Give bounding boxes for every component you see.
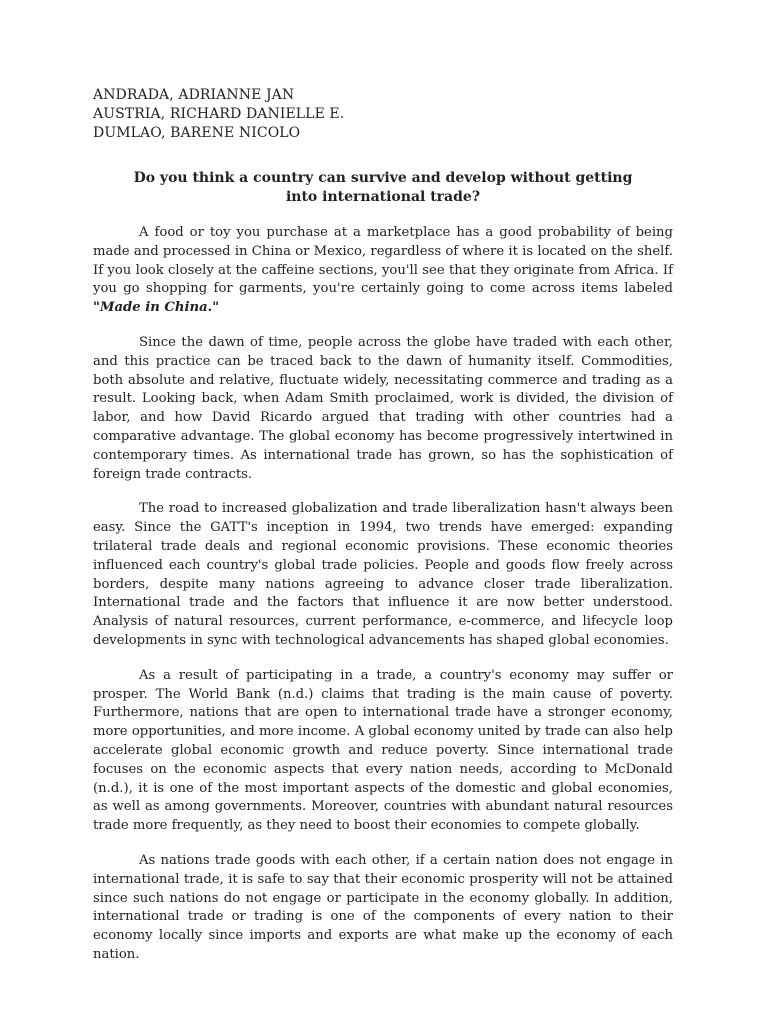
paragraph-2: Since the dawn of time, people across the globe have traded with each other, and this practice can be traced back to the dawn of humanity itself. Commodities, both absolute and relative, fluctuate widely, necessitating commerce and trading as a result. Looking back, when Adam Smith proclaimed, work is divided, the division of labor, and how David Ricardo argued that trading with other countries had a comparative advantage. The global economy has become progressively intertwined in contemporary times. As international trade has grown, so has the sophistication of foreign trade contracts. [93,334,673,482]
paragraph-1-text: A food or toy you purchase at a marketplace has a good probability of being made and processed in China or Mexico, regardless of where it is located on the shelf. If you look closely at the caffeine sections, you'll see that they originate from Africa. If you go shopping for garments, you're certainly going to come across items labeled [93,225,673,297]
author-list [93,86,673,143]
paragraph-4: As a result of participating in a trade, a country's economy may suffer or prosper. The World Bank (n.d.) claims that trading is the main cause of poverty. Furthermore, nations that are open to international trade have a stronger economy, more opportunities, and more income. A global economy united by trade can also help accelerate global economic growth and reduce poverty. Since international trade focuses on the economic aspects that every nation needs, according to McDonald (n.d.), it is one of the most important aspects of the domestic and global economies, as well as among governments. Moreover, countries with abundant natural resources trade more frequently, as they need to boost their economies to compete globally. [93,667,673,834]
essay-body [93,224,673,965]
paragraph-1 [93,224,673,318]
essay-question-heading: Do you think a country can survive and develop without getting into international trade? [133,170,633,205]
paragraph-5: As nations trade goods with each other, if a certain nation does not engage in international trade, it is safe to say that their economic prosperity will not be attained since such nations do not engage or participate in the economy globally. In addition, international trade or trading is one of the components of every nation to their economy locally since imports and exports are what make up the economy of each nation. [93,852,673,962]
paragraph-3: The road to increased globalization and trade liberalization hasn't always been easy. Since the GATT's inception in 1994, two trends have emerged: expanding trilateral trade deals and regional economic provisions. These economic theories influenced each country's global trade policies. People and goods flow freely across borders, despite many nations agreeing to advance closer trade liberalization. International trade and the factors that influence it are now better understood. Analysis of natural resources, current performance, e-commerce, and lifecycle loop developments in sync with technological advancements has shaped global economies. [93,501,673,648]
author-name: ANDRADA, ADRIANNE JAN [93,87,295,103]
author-name: AUSTRIA, RICHARD DANIELLE E. [93,106,345,122]
author-name: DUMLAO, BARENE NICOLO [93,125,301,141]
document-page [93,86,673,965]
made-in-china-emphasis: "Made in China." [93,300,220,316]
